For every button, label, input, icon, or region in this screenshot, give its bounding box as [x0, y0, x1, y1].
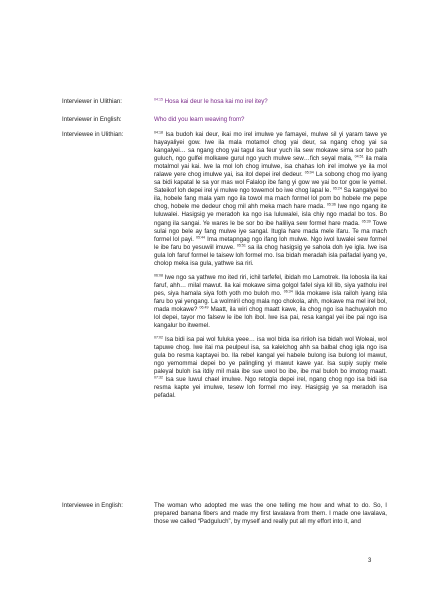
timestamp: 05:04: [304, 170, 314, 175]
paragraph: [154, 336, 387, 400]
timestamp: 05:44: [196, 235, 206, 240]
text-run: Ikla mokawe isla railoh iyang isla faru bo yai yengang. La wolmiril chog mala ngo chokola, ahh, mokawe ma mel irel bol, mada mokawe?: [154, 289, 387, 313]
paragraph: [154, 116, 387, 124]
text-run: La sobong chog mo iyang sa bidi kapatal le sa yor mas wol Falalop ibe fang yi gow we yai bo tor gow le yemel. Sateikof loh depei irel yi mulwe ngo towemol bo iwe chog lapal le.: [154, 171, 388, 195]
timestamp: 05:39: [361, 219, 371, 224]
paragraph: [154, 502, 387, 526]
text-run: Ima metapngag ngo ifang loh mulwe. Ngo iwol luwalei sew formel le ibe faru bo yesuwiil imuwe.: [154, 235, 387, 251]
timestamp: 06:49: [199, 305, 209, 310]
speaker-label: Interviewee in Ulithian:: [62, 131, 124, 138]
paragraph: [154, 274, 387, 330]
interviewee-answer-english: [154, 502, 387, 532]
timestamp: 04:18: [154, 130, 163, 135]
speaker-label: Interviewer in Ulithian:: [62, 98, 122, 105]
paragraph: [154, 98, 387, 106]
text-run: Maatt, ila wiri chog maatt kawe, ila chog ngo isa hachuyaloh mo lol depei, tayor mo falsew le ibe loh ibol. Iwe isa pai, resa kangal yei ibe pai ngo isa kangalur bo itwemel.: [154, 305, 387, 330]
page-number: 3: [368, 558, 372, 564]
timestamp: 07:32: [154, 375, 163, 380]
text-run: Isa sue luwul chael imulwe. Ngo retogla depei irel, ngang chog ngo isa bidi isa resma kapte yei imulwe, tesew loh formel mo irey. Hasigsig ye sa meradoh isa pefadal.: [154, 376, 387, 400]
text-run: Sa kangalyei bo ila, hobele fang mala yam ngo ila towol ma mach formel lol pom bo hobele me pepe chog, hobele me dedeur chog mil ahh meka mach hare mada.: [154, 187, 387, 211]
timestamp: 05:36: [326, 203, 336, 208]
speaker-label: Interviewer in English:: [62, 116, 122, 123]
timestamp: 05:24: [332, 186, 342, 191]
text-run: Iwe ngo ngang ite luluwalei. Hasigsig ye meradoh ka ngo isa luluwalei, isla chiy ngo madal bo tos. Bo ngang ila sangai. Ye wares le be sor bo ibe haliliya sew formel hare mada.: [154, 203, 387, 227]
text-run: sa ila chog hasigsig ye sahola doh iye igla. Iwe isa gula loh faruf formel le taisew loh formel mo. Isa bidah meradah isla paifadal iyang ye, cholop meka isa gula, yathwe isa riri.: [154, 243, 388, 267]
timestamp: 05:51: [236, 243, 246, 248]
interviewee-answer-ulithian: [154, 131, 387, 407]
timestamp: 04:15: [154, 97, 163, 102]
text-run: Towe sulai ngo bele ay fang mulwe iye sangal. Itugla hare mada mele ifaru. Te ma mach formel lol payi.: [154, 219, 387, 243]
timestamp: 06:34: [283, 289, 293, 294]
text-run: The woman who adopted me was the one telling me how and what to do. So, I prepared banana fibers and made my first lavalava from them. I made one lavalava, those we called “Padguluch”, by myself and really put all my effort into it, and: [154, 502, 387, 526]
interviewer-question-ulithian: [154, 98, 387, 112]
text-run: Isa bidi isa pai wol fuluka yeee… isa wol bida isa ririloh isa bidah wol Woleai, wol tapuwe chog. Iwe itai ma peulpeul isa, sa kalelchog ahh sa balbal chog igla ngo isa gula bo resma kaptayei bo. Ila rebel kangal yei habele bulong isa bulong lol mawut, ngo yemommai depei bo ye palingling yi mawut kawe yar. Isa supiy supiy mele paleyal buloh isa itdiy mil mala ibe sue uwol bo ibe, ibe mal buloh bo imotog maatt.: [154, 336, 387, 376]
timestamp: 06:08: [154, 273, 163, 278]
text-run: Isa budoh kai deur, ikai mo irel imulwe ye famayei, mulwe sil yi yaram tawe ye hayayaliyei gow. Iwe ila mala motamol chog yai deur, sa ngang chog yai sa kangalyei… sa ngang chog yai tagul isa feur yuch ila sew mokawe sima sor bo path guluch, ngo gulfei molkawe gurul ngo yuch mulwe sew…fich seyal mala,: [154, 131, 387, 163]
text-run: Who did you learn weaving from?: [154, 116, 245, 123]
text-run: ila mala motalmol yai kai. Iwe la mol loh chog imulwe, isa chahas loh irel imolwe ye ila mol ralawe yere chog imulwe yai, isa itol depei irel dedeur.: [154, 155, 387, 179]
text-run: Iwe ngo sa yathwe mo ited riri, ichil tarfefel, ibidah mo Lamotrek. Ila lobosla ila kai faruf, ahh… milal mawut. Ila kai mokawe sima golgol fafel siya kil lib, siya yatholu irel pes, siya hamala siya foth yoth mo buloh mo.: [154, 273, 387, 297]
interviewer-question-english: [154, 116, 387, 130]
timestamp: 04:51: [354, 154, 364, 159]
speaker-label: Interviewee in English:: [62, 502, 123, 509]
timestamp: 07:02: [154, 335, 163, 340]
text-run: Hosa kai deur le hosa kai mo irel itey?: [163, 98, 268, 105]
paragraph: [154, 131, 387, 268]
